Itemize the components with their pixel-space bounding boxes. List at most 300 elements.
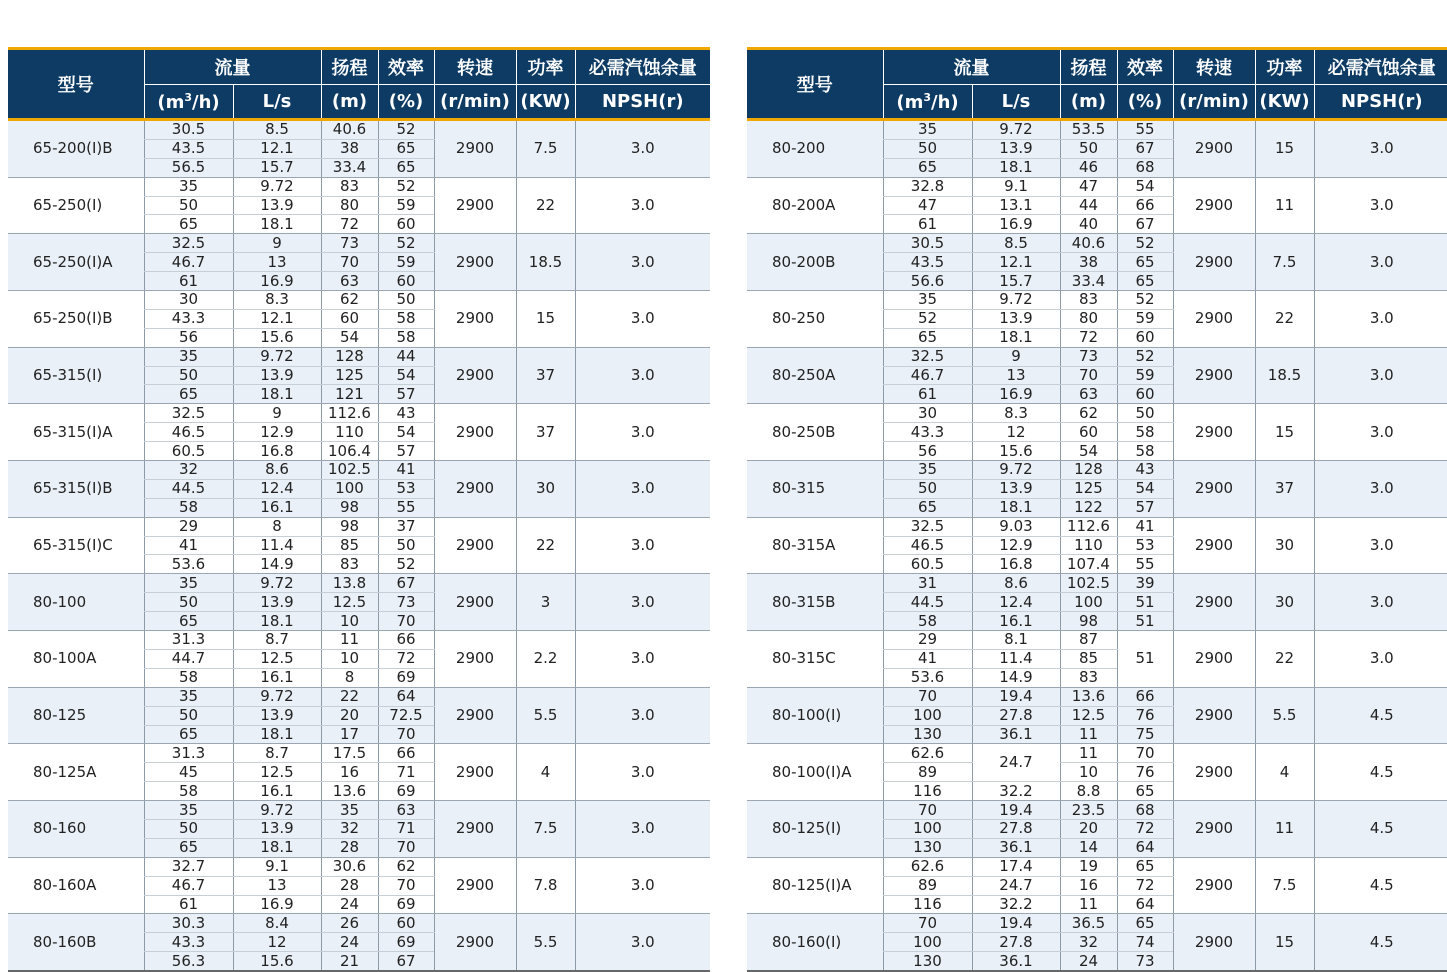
table-row	[747, 177, 1447, 196]
npsh-cell: 3.0	[575, 914, 710, 971]
head-cell: 14	[1060, 838, 1117, 857]
efficiency-cell: 43	[378, 404, 434, 423]
table-row	[8, 517, 710, 536]
spec-table	[747, 47, 1447, 972]
head-cell: 11	[1060, 725, 1117, 744]
flow-m3h-cell: 35	[144, 574, 233, 593]
head-cell: 121	[321, 385, 378, 404]
model-cell: 80-315	[747, 461, 883, 518]
flow-ls-cell: 12.1	[972, 253, 1060, 272]
head-cell: 98	[1060, 612, 1117, 631]
efficiency-cell: 52	[1117, 234, 1173, 253]
flow-m3h-cell: 65	[144, 612, 233, 631]
flow-m3h-cell: 56.3	[144, 952, 233, 971]
header-head-unit: (m)	[321, 85, 378, 120]
head-cell: 35	[321, 801, 378, 820]
model-cell: 65-315(I)B	[8, 461, 144, 518]
model-cell: 80-100	[8, 574, 144, 631]
head-cell: 30.6	[321, 857, 378, 876]
flow-ls-cell: 15.7	[233, 158, 321, 177]
flow-m3h-cell: 44.5	[144, 479, 233, 498]
flow-m3h-cell: 31	[883, 574, 972, 593]
head-cell: 40.6	[1060, 234, 1117, 253]
efficiency-cell: 72.5	[378, 706, 434, 725]
header-efficiency: 效率	[378, 49, 434, 85]
power-cell: 37	[516, 404, 575, 461]
table-row	[747, 857, 1447, 876]
head-cell: 63	[1060, 385, 1117, 404]
power-cell: 22	[1255, 631, 1314, 688]
flow-ls-cell: 8.1	[972, 631, 1060, 650]
flow-m3h-cell: 46.7	[144, 253, 233, 272]
table-row	[8, 631, 710, 650]
head-cell: 60	[1060, 423, 1117, 442]
head-cell: 10	[321, 649, 378, 668]
header-flow: 流量	[144, 49, 321, 85]
flow-ls-cell: 16.8	[972, 555, 1060, 574]
speed-cell: 2900	[1173, 461, 1255, 518]
head-cell: 26	[321, 914, 378, 933]
table-row	[8, 801, 710, 820]
npsh-cell: 3.0	[575, 744, 710, 801]
header-npsh: 必需汽蚀余量	[1314, 49, 1447, 85]
table-row	[747, 914, 1447, 933]
header-npsh-unit: NPSH(r)	[1314, 85, 1447, 120]
speed-cell: 2900	[1173, 914, 1255, 971]
head-cell: 28	[321, 838, 378, 857]
flow-m3h-cell: 56.6	[883, 272, 972, 291]
power-cell: 30	[1255, 517, 1314, 574]
npsh-cell: 3.0	[575, 857, 710, 914]
model-cell: 65-315(I)C	[8, 517, 144, 574]
flow-ls-cell: 12	[972, 423, 1060, 442]
flow-m3h-cell: 65	[883, 498, 972, 517]
head-cell: 100	[1060, 593, 1117, 612]
npsh-cell: 4.5	[1314, 744, 1447, 801]
flow-m3h-cell: 32	[144, 461, 233, 480]
flow-m3h-cell: 100	[883, 933, 972, 952]
flow-m3h-cell: 30.3	[144, 914, 233, 933]
efficiency-cell: 52	[1117, 347, 1173, 366]
header-eff-unit: (%)	[378, 85, 434, 120]
flow-m3h-cell: 29	[883, 631, 972, 650]
model-cell: 80-125	[8, 687, 144, 744]
model-cell: 65-315(I)A	[8, 404, 144, 461]
header-model: 型号	[8, 49, 144, 120]
flow-m3h-cell: 61	[144, 272, 233, 291]
efficiency-cell: 70	[378, 838, 434, 857]
header-power: 功率	[516, 49, 575, 85]
power-cell: 5.5	[1255, 687, 1314, 744]
flow-m3h-cell: 35	[144, 177, 233, 196]
head-cell: 19	[1060, 857, 1117, 876]
model-cell: 80-100(I)A	[747, 744, 883, 801]
flow-m3h-cell: 31.3	[144, 744, 233, 763]
efficiency-cell: 55	[378, 498, 434, 517]
flow-ls-cell: 18.1	[972, 328, 1060, 347]
efficiency-cell: 66	[378, 744, 434, 763]
flow-ls-cell: 32.2	[972, 895, 1060, 914]
efficiency-cell: 70	[378, 612, 434, 631]
head-cell: 33.4	[321, 158, 378, 177]
flow-ls-cell: 13	[233, 876, 321, 895]
efficiency-cell: 55	[1117, 555, 1173, 574]
flow-m3h-cell: 61	[883, 215, 972, 234]
efficiency-cell: 65	[378, 158, 434, 177]
flow-unit-sup: 3	[923, 90, 931, 104]
efficiency-cell: 53	[1117, 536, 1173, 555]
speed-cell: 2900	[434, 291, 516, 348]
efficiency-cell: 60	[378, 215, 434, 234]
header-head: 扬程	[1060, 49, 1117, 85]
flow-ls-cell: 27.8	[972, 933, 1060, 952]
flow-ls-cell: 13	[233, 253, 321, 272]
npsh-cell: 3.0	[1314, 461, 1447, 518]
flow-m3h-cell: 44.7	[144, 649, 233, 668]
speed-cell: 2900	[434, 461, 516, 518]
flow-ls-cell: 15.7	[972, 272, 1060, 291]
flow-m3h-cell: 60.5	[883, 555, 972, 574]
flow-m3h-cell: 43.5	[883, 253, 972, 272]
power-cell: 18.5	[1255, 347, 1314, 404]
speed-cell: 2900	[1173, 347, 1255, 404]
head-cell: 87	[1060, 631, 1117, 650]
head-cell: 17	[321, 725, 378, 744]
speed-cell: 2900	[1173, 517, 1255, 574]
efficiency-cell: 64	[378, 687, 434, 706]
model-cell: 65-250(I)B	[8, 291, 144, 348]
efficiency-cell: 57	[1117, 498, 1173, 517]
flow-ls-cell: 18.1	[972, 158, 1060, 177]
flow-ls-cell: 8.5	[233, 120, 321, 140]
head-cell: 128	[321, 347, 378, 366]
flow-m3h-cell: 32.7	[144, 857, 233, 876]
speed-cell: 2900	[434, 177, 516, 234]
power-cell: 18.5	[516, 234, 575, 291]
flow-ls-cell: 9.72	[972, 291, 1060, 310]
flow-m3h-cell: 100	[883, 706, 972, 725]
flow-m3h-cell: 32.8	[883, 177, 972, 196]
model-cell: 80-125(I)A	[747, 857, 883, 914]
head-cell: 32	[321, 819, 378, 838]
npsh-cell: 3.0	[575, 517, 710, 574]
efficiency-cell: 53	[378, 479, 434, 498]
flow-ls-cell: 13.9	[233, 366, 321, 385]
flow-ls-cell: 16.1	[233, 668, 321, 687]
spec-table	[8, 47, 710, 972]
model-cell: 80-125(I)	[747, 801, 883, 858]
head-cell: 110	[1060, 536, 1117, 555]
model-cell: 80-160	[8, 801, 144, 858]
flow-m3h-cell: 65	[144, 725, 233, 744]
header-speed-unit: (r/min)	[434, 85, 516, 120]
efficiency-cell: 54	[1117, 177, 1173, 196]
head-cell: 40.6	[321, 120, 378, 140]
efficiency-cell: 52	[378, 555, 434, 574]
flow-m3h-cell: 70	[883, 687, 972, 706]
efficiency-cell: 60	[1117, 328, 1173, 347]
efficiency-cell: 65	[1117, 857, 1173, 876]
efficiency-cell: 74	[1117, 933, 1173, 952]
efficiency-cell: 67	[378, 574, 434, 593]
flow-m3h-cell: 46.7	[144, 876, 233, 895]
flow-ls-cell: 12.9	[972, 536, 1060, 555]
efficiency-cell: 50	[378, 291, 434, 310]
table-row	[8, 177, 710, 196]
flow-m3h-cell: 43.3	[883, 423, 972, 442]
efficiency-cell: 44	[378, 347, 434, 366]
model-cell: 80-100(I)	[747, 687, 883, 744]
npsh-cell: 4.5	[1314, 914, 1447, 971]
head-cell: 53.5	[1060, 120, 1117, 140]
efficiency-cell: 68	[1117, 801, 1173, 820]
npsh-cell: 3.0	[1314, 631, 1447, 688]
efficiency-cell: 69	[378, 782, 434, 801]
head-cell: 70	[1060, 366, 1117, 385]
power-cell: 11	[1255, 801, 1314, 858]
flow-ls-cell: 15.6	[233, 952, 321, 971]
speed-cell: 2900	[1173, 120, 1255, 178]
flow-ls-cell: 14.9	[233, 555, 321, 574]
flow-ls-cell: 24.7	[972, 876, 1060, 895]
flow-ls-cell: 19.4	[972, 801, 1060, 820]
efficiency-cell: 60	[378, 914, 434, 933]
flow-m3h-cell: 50	[144, 366, 233, 385]
head-cell: 72	[1060, 328, 1117, 347]
npsh-cell: 3.0	[575, 461, 710, 518]
head-cell: 54	[1060, 442, 1117, 461]
table-row	[747, 291, 1447, 310]
flow-ls-cell: 9.72	[233, 574, 321, 593]
flow-m3h-cell: 43.5	[144, 139, 233, 158]
efficiency-cell: 76	[1117, 706, 1173, 725]
efficiency-cell: 51	[1117, 593, 1173, 612]
flow-m3h-cell: 100	[883, 819, 972, 838]
flow-m3h-cell: 50	[144, 706, 233, 725]
flow-m3h-cell: 46.5	[883, 536, 972, 555]
head-cell: 62	[1060, 404, 1117, 423]
flow-ls-cell: 19.4	[972, 914, 1060, 933]
efficiency-cell: 64	[1117, 838, 1173, 857]
flow-ls-cell: 9	[233, 404, 321, 423]
npsh-cell: 4.5	[1314, 801, 1447, 858]
header-model: 型号	[747, 49, 883, 120]
flow-m3h-cell: 62.6	[883, 857, 972, 876]
flow-ls-cell: 27.8	[972, 706, 1060, 725]
flow-ls-cell: 8.6	[972, 574, 1060, 593]
flow-ls-cell: 9.1	[233, 857, 321, 876]
flow-m3h-cell: 116	[883, 782, 972, 801]
table-row	[747, 631, 1447, 650]
table-row	[8, 914, 710, 933]
efficiency-cell: 63	[378, 801, 434, 820]
head-cell: 22	[321, 687, 378, 706]
flow-unit-post: /h)	[931, 91, 959, 113]
efficiency-cell: 54	[378, 423, 434, 442]
power-cell: 15	[1255, 120, 1314, 178]
flow-m3h-cell: 50	[144, 819, 233, 838]
flow-m3h-cell: 50	[883, 479, 972, 498]
flow-ls-cell: 8	[233, 517, 321, 536]
flow-ls-cell: 12.4	[233, 479, 321, 498]
power-cell: 11	[1255, 177, 1314, 234]
flow-unit-sup: 3	[184, 90, 192, 104]
head-cell: 10	[321, 612, 378, 631]
power-cell: 3	[516, 574, 575, 631]
flow-ls-cell: 9	[233, 234, 321, 253]
flow-ls-cell: 14.9	[972, 668, 1060, 687]
flow-ls-cell: 16.1	[233, 782, 321, 801]
flow-m3h-cell: 53.6	[144, 555, 233, 574]
speed-cell: 2900	[434, 631, 516, 688]
header-head: 扬程	[321, 49, 378, 85]
efficiency-cell: 60	[378, 272, 434, 291]
efficiency-cell: 65	[378, 139, 434, 158]
flow-m3h-cell: 65	[144, 385, 233, 404]
efficiency-cell: 41	[1117, 517, 1173, 536]
efficiency-cell: 75	[1117, 725, 1173, 744]
head-cell: 12.5	[321, 593, 378, 612]
power-cell: 5.5	[516, 687, 575, 744]
npsh-cell: 3.0	[575, 234, 710, 291]
efficiency-cell: 70	[378, 876, 434, 895]
power-cell: 7.8	[516, 857, 575, 914]
efficiency-cell: 67	[378, 952, 434, 971]
head-cell: 73	[1060, 347, 1117, 366]
header-flow-m3h	[883, 85, 972, 120]
speed-cell: 2900	[1173, 687, 1255, 744]
npsh-cell: 3.0	[575, 404, 710, 461]
head-cell: 60	[321, 309, 378, 328]
head-cell: 13.6	[1060, 687, 1117, 706]
flow-ls-cell: 12.5	[233, 649, 321, 668]
head-cell: 24	[321, 895, 378, 914]
head-cell: 106.4	[321, 442, 378, 461]
npsh-cell: 3.0	[575, 120, 710, 178]
head-cell: 46	[1060, 158, 1117, 177]
efficiency-cell: 72	[1117, 876, 1173, 895]
flow-m3h-cell: 35	[883, 461, 972, 480]
head-cell: 50	[1060, 139, 1117, 158]
flow-ls-cell: 9.72	[972, 120, 1060, 140]
flow-ls-cell: 15.6	[972, 442, 1060, 461]
efficiency-cell: 54	[378, 366, 434, 385]
flow-m3h-cell: 65	[144, 215, 233, 234]
flow-ls-cell: 12.4	[972, 593, 1060, 612]
flow-ls-cell: 8.3	[233, 291, 321, 310]
efficiency-cell: 69	[378, 895, 434, 914]
header-efficiency: 效率	[1117, 49, 1173, 85]
head-cell: 16	[1060, 876, 1117, 895]
table-row	[747, 404, 1447, 423]
head-cell: 38	[1060, 253, 1117, 272]
flow-ls-cell: 16.9	[233, 895, 321, 914]
head-cell: 40	[1060, 215, 1117, 234]
header-npsh-unit: NPSH(r)	[575, 85, 710, 120]
head-cell: 63	[321, 272, 378, 291]
model-cell: 80-160A	[8, 857, 144, 914]
power-cell: 4	[1255, 744, 1314, 801]
table-row	[747, 347, 1447, 366]
model-cell: 80-125A	[8, 744, 144, 801]
flow-ls-cell: 18.1	[233, 612, 321, 631]
flow-ls-cell: 16.9	[972, 385, 1060, 404]
head-cell: 8	[321, 668, 378, 687]
head-cell: 16	[321, 763, 378, 782]
efficiency-cell: 65	[1117, 272, 1173, 291]
efficiency-cell: 71	[378, 819, 434, 838]
speed-cell: 2900	[434, 404, 516, 461]
speed-cell: 2900	[434, 574, 516, 631]
table-row	[747, 801, 1447, 820]
speed-cell: 2900	[1173, 291, 1255, 348]
flow-ls-cell: 16.9	[972, 215, 1060, 234]
flow-unit-pre: (m	[896, 91, 924, 113]
flow-m3h-cell: 58	[144, 782, 233, 801]
efficiency-cell: 51	[1117, 631, 1173, 688]
flow-m3h-cell: 43.3	[144, 933, 233, 952]
efficiency-cell: 73	[1117, 952, 1173, 971]
table-row	[8, 574, 710, 593]
table-row	[747, 744, 1447, 763]
speed-cell: 2900	[434, 801, 516, 858]
flow-m3h-cell: 30.5	[144, 120, 233, 140]
head-cell: 54	[321, 328, 378, 347]
flow-m3h-cell: 58	[144, 668, 233, 687]
flow-ls-cell: 13.9	[233, 593, 321, 612]
efficiency-cell: 70	[1117, 744, 1173, 763]
flow-ls-cell: 8.6	[233, 461, 321, 480]
efficiency-cell: 71	[378, 763, 434, 782]
head-cell: 47	[1060, 177, 1117, 196]
flow-m3h-cell: 41	[883, 649, 972, 668]
pump-spec-table-right	[747, 47, 1447, 972]
flow-ls-cell: 18.1	[233, 838, 321, 857]
table-row	[8, 744, 710, 763]
efficiency-cell: 41	[378, 461, 434, 480]
efficiency-cell: 52	[1117, 291, 1173, 310]
flow-ls-cell: 13	[972, 366, 1060, 385]
efficiency-cell: 52	[378, 120, 434, 140]
flow-m3h-cell: 130	[883, 952, 972, 971]
flow-m3h-cell: 58	[144, 498, 233, 517]
table-row	[747, 687, 1447, 706]
flow-m3h-cell: 50	[144, 196, 233, 215]
head-cell: 100	[321, 479, 378, 498]
efficiency-cell: 59	[1117, 366, 1173, 385]
npsh-cell: 3.0	[1314, 291, 1447, 348]
head-cell: 23.5	[1060, 801, 1117, 820]
flow-m3h-cell: 89	[883, 763, 972, 782]
model-cell: 65-200(I)B	[8, 120, 144, 178]
flow-m3h-cell: 130	[883, 838, 972, 857]
model-cell: 80-200	[747, 120, 883, 178]
efficiency-cell: 50	[1117, 404, 1173, 423]
head-cell: 112.6	[1060, 517, 1117, 536]
npsh-cell: 3.0	[575, 347, 710, 404]
flow-m3h-cell: 35	[144, 347, 233, 366]
efficiency-cell: 62	[378, 857, 434, 876]
speed-cell: 2900	[434, 234, 516, 291]
flow-ls-cell: 8.7	[233, 744, 321, 763]
efficiency-cell: 59	[378, 196, 434, 215]
flow-m3h-cell: 29	[144, 517, 233, 536]
speed-cell: 2900	[434, 120, 516, 178]
npsh-cell: 3.0	[575, 631, 710, 688]
head-cell: 112.6	[321, 404, 378, 423]
model-cell: 80-160(I)	[747, 914, 883, 971]
efficiency-cell: 68	[1117, 158, 1173, 177]
